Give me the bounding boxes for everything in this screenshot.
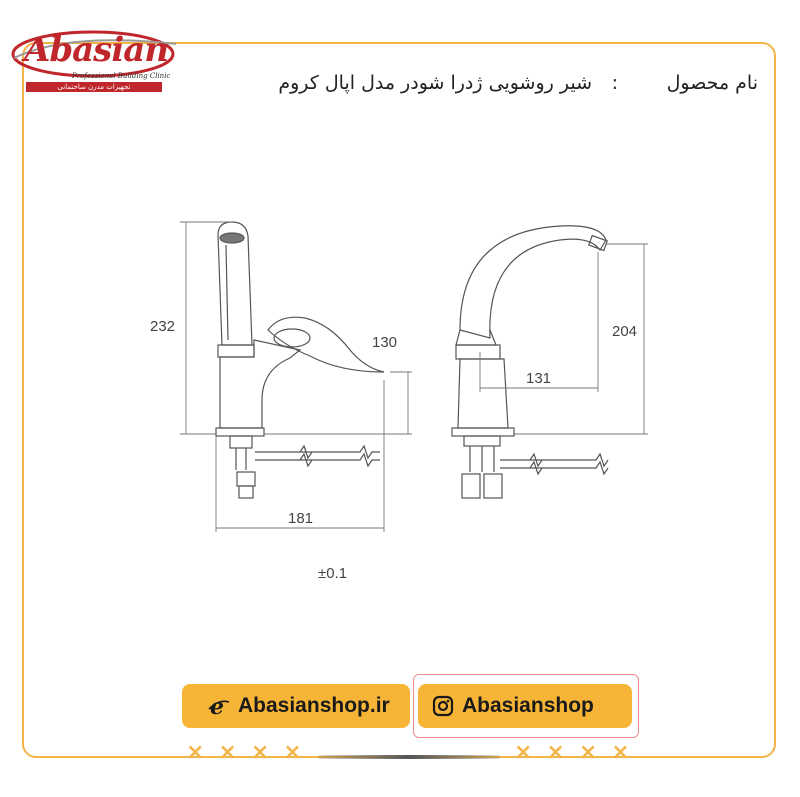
decor-x-right: ×××× [514,740,644,765]
left-dimension-lines [180,222,412,532]
faucet-side-view [216,222,384,498]
logo-wordmark: Abasian [24,30,168,70]
svg-text:e: e [210,695,224,717]
product-name-label: نام محصول [666,72,758,94]
title-colon: : [611,72,618,94]
product-name-value: شیر روشویی ژدرا شودر مدل اپال کروم [278,72,592,94]
instagram-icon [432,695,454,717]
logo-persian-tagline: تجهیزات مدرن ساختمانی [26,82,162,92]
website-pill[interactable] [182,684,410,728]
dim-spout-reach: 131 [526,370,552,387]
logo-tagline: Professional Building Clinic [72,72,171,80]
pill-divider-left [410,690,412,720]
decor-x-left: ×××× [186,740,316,765]
contact-bar [182,681,632,731]
footer-separator [318,755,500,759]
browser-e-icon [208,695,230,717]
dim-base-depth: 181 [288,510,314,527]
faucet-front-view [452,226,608,498]
dim-handle-height: 130 [372,334,398,351]
instagram-text: Abasianshop [462,694,594,717]
dim-spout-height: 204 [612,323,638,340]
pill-divider-right [414,690,416,720]
dim-total-height: 232 [150,318,176,335]
tolerance-note: ±0.1 [318,565,348,582]
website-text: Abasianshop.ir [238,694,390,717]
instagram-pill[interactable] [418,684,632,728]
